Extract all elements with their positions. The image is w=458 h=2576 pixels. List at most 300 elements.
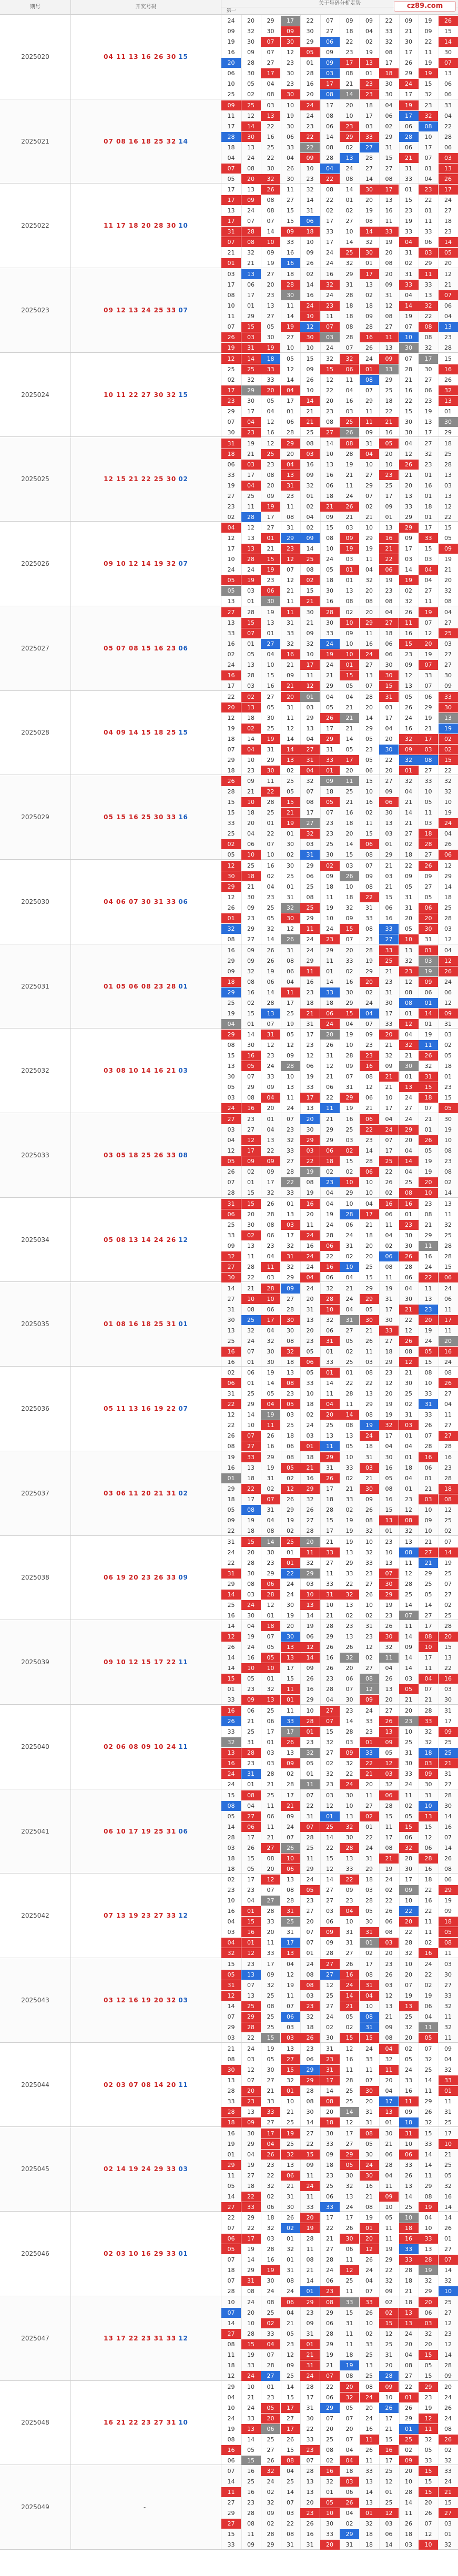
grid-number-cell: 03 (365, 1358, 373, 1366)
grid-number-cell: 18 (444, 894, 452, 901)
grid-number-cell: 32 (444, 587, 452, 595)
grid-number-cell: 11 (444, 1306, 452, 1313)
grid-number-cell: 21 (340, 713, 359, 723)
grid-number-cell: 19 (227, 1453, 235, 1461)
draw-numbers (71, 1113, 221, 1197)
grid-number-cell: 23 (424, 101, 432, 109)
grid-number-cell: 01 (326, 968, 333, 975)
grid-number-cell: 25 (227, 1337, 235, 1345)
grid-number-cell: 08 (326, 112, 333, 119)
grid-number-cell: 18 (405, 851, 412, 859)
grid-number-cell: 24 (444, 1358, 452, 1366)
grid-number-cell: 31 (365, 2119, 373, 2126)
grid-number-cell: 03 (444, 1961, 452, 1968)
grid-number-cell: 12 (287, 725, 294, 732)
grid-number-cell: 28 (247, 1263, 255, 1270)
grid-number-cell: 27 (385, 1337, 393, 1345)
grid-number-cell: 14 (365, 2489, 373, 2496)
grid-number-cell: 25 (267, 904, 274, 911)
grid-number-cell: 11 (247, 1253, 255, 1260)
red-balls: 05 08 13 14 24 26 (104, 1236, 177, 1244)
grid-number-cell: 05 (424, 1591, 432, 1598)
grid-number-cell: 23 (360, 89, 379, 99)
grid-number-cell: 33 (379, 1326, 399, 1336)
grid-number-cell: 04 (345, 693, 353, 700)
grid-number-cell: 18 (419, 829, 438, 839)
grid-number-cell: 33 (424, 2140, 432, 2147)
grid-number-cell: 26 (340, 427, 359, 437)
grid-number-cell: 10 (399, 332, 419, 342)
grid-number-cell: 12 (379, 2508, 399, 2518)
grid-number-cell: 06 (385, 904, 393, 911)
grid-number-cell: 24 (345, 2203, 353, 2211)
grid-number-cell: 01 (340, 660, 359, 670)
grid-number-cell: 09 (287, 1813, 294, 1820)
grid-number-cell: 26 (227, 1432, 235, 1440)
grid-number-cell: 16 (439, 1674, 458, 1684)
grid-number-cell: 25 (399, 2435, 419, 2445)
grid-number-cell: 17 (281, 1727, 300, 1737)
grid-number-cell: 14 (267, 936, 274, 943)
grid-number-cell: 21 (287, 2108, 294, 2115)
grid-number-cell: 01 (345, 1369, 353, 1377)
grid-number-cell: 27 (247, 936, 255, 943)
grid-number-cell: 11 (326, 313, 333, 320)
grid-number-cell: 11 (444, 1411, 452, 1419)
grid-number-cell: 28 (326, 2256, 333, 2264)
grid-number-cell: 18 (326, 492, 333, 500)
grid-number-cell: 24 (320, 639, 340, 649)
grid-number-cell: 29 (340, 132, 359, 142)
grid-number-cell: 18 (326, 577, 333, 584)
grid-number-cell: 20 (419, 913, 438, 923)
grid-number-cell: 09 (281, 1284, 300, 1294)
grid-number-cell: 18 (306, 1401, 314, 1408)
grid-number-cell: 25 (345, 2277, 353, 2285)
grid-number-cell: 18 (261, 354, 280, 364)
grid-number-cell: 09 (300, 533, 320, 543)
grid-number-cell: 17 (300, 660, 320, 670)
grid-number-cell: 26 (405, 2404, 412, 2411)
grid-number-cell: 18 (306, 999, 314, 1006)
grid-number-cell: 23 (379, 470, 399, 480)
grid-number-cell: 23 (340, 121, 359, 131)
grid-number-cell: 31 (306, 1306, 314, 1313)
grid-number-cell: 08 (227, 1443, 235, 1450)
grid-number-cell: 20 (300, 1537, 320, 1547)
grid-number-cell: 33 (405, 175, 412, 182)
grid-number-cell: 33 (365, 915, 373, 922)
table-row (0, 2127, 458, 2212)
grid-number-cell: 21 (365, 1221, 373, 1228)
grid-number-cell: 09 (405, 535, 412, 542)
grid-number-cell: 26 (340, 2498, 359, 2508)
grid-number-cell: 16 (287, 249, 294, 257)
grid-number-cell: 32 (340, 2392, 359, 2402)
grid-number-cell: 20 (247, 2309, 255, 2316)
grid-number-cell: 20 (261, 385, 280, 395)
grid-number-cell: 08 (267, 1527, 274, 1534)
grid-number-cell: 05 (345, 2013, 353, 2021)
grid-number-cell: 20 (247, 820, 255, 827)
grid-number-cell: 25 (287, 2372, 294, 2379)
grid-number-cell: 27 (444, 1390, 452, 1398)
grid-number-cell: 32 (306, 186, 314, 194)
grid-number-cell: 09 (405, 1644, 412, 1651)
grid-number-cell: 23 (326, 820, 333, 827)
table-row (0, 860, 458, 944)
grid-number-cell: 31 (281, 481, 300, 491)
grid-number-cell: 20 (287, 450, 294, 457)
grid-number-cell: 12 (287, 365, 294, 373)
grid-number-cell: 33 (227, 1696, 235, 1704)
grid-number-cell: 21 (345, 799, 353, 806)
grid-number-cell: 25 (444, 2161, 452, 2168)
grid-number-cell: 32 (247, 968, 255, 975)
grid-number-cell: 28 (247, 2510, 255, 2517)
grid-number-cell: 03 (379, 1938, 399, 1948)
grid-number-cell: 08 (360, 1674, 379, 1684)
grid-number-cell: 21 (365, 1327, 373, 1334)
grid-number-cell: 04 (365, 28, 373, 35)
issue-number: 2025049 (0, 2465, 71, 2549)
grid-number-cell: 31 (385, 292, 393, 299)
grid-number-cell: 07 (320, 1716, 340, 1726)
blue-ball: 15 (178, 391, 188, 399)
grid-number-cell: 14 (340, 1410, 359, 1420)
grid-number-cell: 13 (281, 1653, 300, 1663)
grid-number-cell: 16 (345, 978, 353, 985)
table-row (0, 1620, 458, 1705)
grid-number-cell: 14 (300, 396, 320, 406)
grid-number-cell: 04 (424, 577, 432, 584)
grid-number-cell: 27 (247, 2172, 255, 2179)
grid-number-cell: 11 (227, 112, 235, 119)
grid-number-cell: 14 (227, 1654, 235, 1662)
grid-number-cell: 14 (306, 197, 314, 204)
red-balls: 09 10 12 15 17 22 (104, 1658, 177, 1666)
grid-number-cell: 04 (444, 2055, 452, 2063)
grid-number-cell: 06 (340, 364, 359, 374)
grid-number-cell: 29 (424, 704, 432, 711)
grid-number-cell: 27 (444, 207, 452, 215)
grid-number-cell: 31 (365, 440, 373, 447)
grid-number-cell: 33 (306, 2436, 314, 2443)
grid-number-cell: 25 (227, 999, 235, 1006)
grid-number-cell: 28 (306, 2087, 314, 2094)
grid-number-cell: 19 (345, 1538, 353, 1545)
grid-number-cell: 03 (419, 248, 438, 258)
grid-number-cell: 22 (385, 1168, 393, 1176)
grid-number-cell: 20 (326, 2425, 333, 2432)
grid-number-cell: 11 (306, 1221, 314, 1228)
grid-number-cell: 33 (241, 1452, 261, 1462)
grid-number-cell: 31 (385, 2351, 393, 2358)
grid-number-cell: 02 (405, 587, 412, 595)
issue-column-header: 期号 (0, 0, 71, 15)
issue-number: 2025027 (0, 606, 71, 690)
grid-number-cell: 23 (405, 207, 412, 215)
grid-number-cell: 07 (287, 2003, 294, 2010)
grid-number-cell: 26 (300, 2033, 320, 2043)
grid-number-cell: 09 (424, 28, 432, 35)
grid-number-cell: 12 (227, 2372, 235, 2379)
grid-number-cell: 08 (365, 1073, 373, 1081)
grid-number-cell: 33 (227, 1728, 235, 1735)
grid-number-cell: 09 (306, 629, 314, 637)
grid-number-cell: 20 (405, 1137, 412, 1144)
grid-number-cell: 30 (345, 1791, 353, 1799)
grid-number-cell: 07 (227, 1179, 235, 1186)
grid-number-cell: 25 (241, 364, 261, 374)
grid-number-cell: 33 (424, 2457, 432, 2464)
grid-number-cell: 05 (227, 1813, 235, 1820)
grid-number-cell: 17 (405, 49, 412, 56)
grid-number-cell: 06 (261, 2424, 280, 2434)
grid-number-cell: 04 (261, 2339, 280, 2349)
grid-number-cell: 05 (345, 746, 353, 753)
grid-number-cell: 29 (247, 1084, 255, 1091)
grid-number-cell: 09 (287, 671, 294, 679)
grid-number-cell: 21 (405, 2288, 412, 2295)
grid-number-cell: 07 (227, 2277, 235, 2285)
grid-number-cell: 32 (444, 2003, 452, 2010)
draw-numbers (71, 1536, 221, 1620)
grid-number-cell: 12 (405, 1327, 412, 1334)
grid-number-cell: 06 (300, 216, 320, 226)
grid-number-cell: 08 (345, 323, 353, 331)
grid-number-cell: 28 (247, 1559, 255, 1566)
grid-number-cell: 15 (444, 1263, 452, 1270)
grid-number-cell: 33 (261, 2107, 280, 2117)
grid-number-cell: 09 (267, 249, 274, 257)
grid-number-cell: 30 (379, 745, 399, 755)
grid-number-cell: 26 (326, 1042, 333, 1049)
table-row (0, 1451, 458, 1536)
grid-number-cell: 15 (345, 1158, 353, 1165)
blue-ball: 06 (178, 644, 188, 652)
grid-number-cell: 01 (405, 1485, 412, 1492)
grid-number-cell: 21 (287, 661, 294, 668)
draw-numbers (71, 860, 221, 944)
grid-number-cell: 18 (227, 1855, 235, 1862)
grid-number-cell: 26 (281, 934, 300, 944)
grid-number-cell: 13 (379, 1515, 399, 1525)
grid-number-cell: 16 (320, 1262, 340, 1272)
grid-number-cell: 24 (405, 1094, 412, 1102)
grid-number-cell: 13 (360, 58, 379, 68)
grid-number-cell: 16 (345, 809, 353, 817)
grid-number-cell: 11 (227, 313, 235, 320)
grid-number-cell: 06 (281, 2297, 300, 2307)
grid-number-cell: 14 (424, 2161, 432, 2168)
grid-number-cell: 30 (306, 2415, 314, 2422)
grid-number-cell: 26 (345, 2225, 353, 2232)
grid-number-cell: 11 (221, 2487, 241, 2497)
grid-number-cell: 22 (444, 767, 452, 774)
grid-number-cell: 19 (419, 607, 438, 617)
grid-number-cell: 32 (444, 2182, 452, 2190)
grid-number-cell: 14 (227, 1665, 235, 1672)
grid-number-cell: 29 (424, 1231, 432, 1239)
grid-number-cell: 06 (444, 302, 452, 310)
grid-number-cell: 04 (345, 1306, 353, 1313)
grid-number-cell: 05 (405, 925, 412, 932)
grid-number-cell: 24 (227, 2415, 235, 2422)
grid-number-cell: 32 (365, 577, 373, 584)
grid-number-cell: 10 (326, 545, 333, 553)
grid-number-cell: 02 (444, 1042, 452, 1049)
grid-number-cell: 26 (439, 174, 458, 184)
grid-number-cell: 22 (345, 1770, 353, 1777)
grid-number-cell: 04 (385, 608, 393, 616)
grid-number-cell: 25 (345, 2087, 353, 2094)
grid-number-cell: 09 (345, 915, 353, 922)
grid-number-cell: 01 (267, 1675, 274, 1683)
grid-number-cell: 09 (399, 2456, 419, 2466)
grid-number-cell: 30 (405, 38, 412, 45)
grid-number-cell: 30 (247, 38, 255, 45)
grid-number-cell: 09 (306, 365, 314, 373)
grid-number-cell: 09 (281, 1758, 300, 1768)
grid-number-cell: 12 (287, 577, 294, 584)
grid-number-cell: 06 (444, 144, 452, 151)
grid-number-cell: 16 (241, 1927, 261, 1937)
grid-number-cell: 13 (379, 2107, 399, 2117)
grid-number-cell: 07 (287, 2499, 294, 2507)
grid-number-cell: 28 (365, 1158, 373, 1165)
grid-number-cell: 09 (439, 544, 458, 554)
grid-number-cell: 19 (424, 714, 432, 721)
grid-number-cell: 12 (227, 1147, 235, 1155)
grid-number-cell: 02 (247, 999, 255, 1006)
grid-number-cell: 14 (247, 1411, 255, 1419)
grid-number-cell: 01 (345, 197, 353, 204)
grid-number-cell: 32 (419, 111, 438, 121)
grid-number-cell: 25 (241, 2001, 261, 2011)
grid-number-cell: 22 (360, 1125, 379, 1135)
grid-number-cell: 07 (227, 418, 235, 425)
grid-number-cell: 25 (227, 830, 235, 838)
grid-number-cell: 30 (227, 1316, 235, 1323)
grid-number-cell: 04 (444, 112, 452, 119)
grid-number-cell: 15 (227, 799, 235, 806)
grid-number-cell: 18 (287, 271, 294, 278)
grid-number-cell: 02 (300, 575, 320, 585)
grid-number-cell: 28 (419, 1854, 438, 1864)
grid-number-cell: 06 (247, 281, 255, 289)
grid-number-cell: 27 (241, 1811, 261, 1821)
grid-number-cell: 25 (267, 2436, 274, 2443)
grid-number-cell: 20 (419, 2297, 438, 2307)
grid-number-cell: 33 (281, 1716, 300, 1726)
grid-number-cell: 14 (326, 440, 333, 447)
grid-number-cell: 24 (326, 260, 333, 267)
grid-number-cell: 22 (247, 2034, 255, 2042)
grid-number-cell: 28 (221, 132, 241, 142)
grid-number-cell: 06 (444, 91, 452, 98)
grid-number-cell: 13 (365, 671, 373, 679)
grid-number-cell: 04 (300, 1272, 320, 1282)
grid-number-cell: 22 (424, 1887, 432, 1894)
grid-number-cell: 06 (360, 839, 379, 849)
grid-number-cell: 11 (365, 1791, 373, 1799)
grid-number-cell: 02 (405, 2446, 412, 2453)
grid-number-cell: 18 (320, 1156, 340, 1166)
grid-number-cell: 29 (326, 2309, 333, 2316)
grid-number-cell: 24 (326, 925, 333, 932)
grid-number-cell: 24 (306, 1876, 314, 1883)
grid-number-cell: 04 (405, 2351, 412, 2358)
grid-number-cell: 13 (424, 292, 432, 299)
grid-number-cell: 01 (405, 1073, 412, 1081)
grid-number-cell: 27 (444, 1781, 452, 1788)
grid-number-cell: 27 (424, 1612, 432, 1619)
grid-number-cell: 31 (320, 1336, 340, 1346)
grid-number-cell: 22 (326, 1253, 333, 1260)
grid-number-cell: 29 (326, 682, 333, 689)
grid-number-cell: 31 (405, 249, 412, 257)
grid-number-cell: 03 (281, 1220, 300, 1230)
grid-number-cell: 21 (326, 671, 333, 679)
grid-number-cell: 20 (419, 639, 438, 649)
analysis-grid (221, 268, 458, 352)
grid-number-cell: 15 (424, 545, 432, 553)
grid-number-cell: 10 (419, 1642, 438, 1652)
grid-number-cell: 18 (287, 1432, 294, 1440)
grid-number-cell: 32 (221, 1251, 241, 1261)
grid-number-cell: 29 (365, 1865, 373, 1872)
grid-number-cell: 30 (267, 1358, 274, 1366)
grid-number-cell: 28 (320, 1294, 340, 1304)
grid-number-cell: 12 (241, 1135, 261, 1145)
grid-number-cell: 20 (385, 2076, 393, 2084)
grid-number-cell: 23 (287, 1390, 294, 1398)
grid-number-cell: 06 (405, 1834, 412, 1841)
grid-number-cell: 03 (227, 1094, 235, 1102)
grid-number-cell: 22 (267, 2172, 274, 2179)
grid-number-cell: 04 (345, 2446, 353, 2453)
grid-number-cell: 32 (326, 1770, 333, 1777)
grid-number-cell: 04 (241, 481, 261, 491)
grid-number-cell: 20 (365, 1253, 373, 1260)
grid-number-cell: 24 (227, 566, 235, 574)
grid-number-cell: 24 (444, 1285, 452, 1292)
grid-number-cell: 13 (287, 1210, 294, 1218)
grid-number-cell: 22 (227, 1527, 235, 1534)
grid-number-cell: 05 (379, 439, 399, 449)
grid-number-cell: 30 (261, 766, 280, 776)
blue-ball: 03 (178, 2165, 188, 2173)
analysis-grid (221, 1958, 458, 2042)
grid-number-cell: 02 (345, 2024, 353, 2031)
grid-number-cell: 16 (399, 2234, 419, 2244)
grid-number-cell: 33 (267, 1918, 274, 1926)
grid-number-cell: 09 (241, 195, 261, 205)
grid-number-cell: 18 (379, 68, 399, 78)
grid-number-cell: 33 (365, 1718, 373, 1725)
grid-number-cell: 06 (221, 2234, 241, 2244)
grid-number-cell: 32 (267, 1982, 274, 1989)
analysis-grid (221, 2043, 458, 2127)
grid-number-cell: 15 (241, 1537, 261, 1547)
grid-number-cell: 31 (287, 1929, 294, 1936)
analysis-column-header: 关于号码分析走势 (221, 0, 458, 7)
grid-number-cell: 23 (345, 49, 353, 56)
table-row (0, 1958, 458, 2043)
grid-number-cell: 07 (424, 619, 432, 626)
grid-number-cell: 08 (227, 292, 235, 299)
